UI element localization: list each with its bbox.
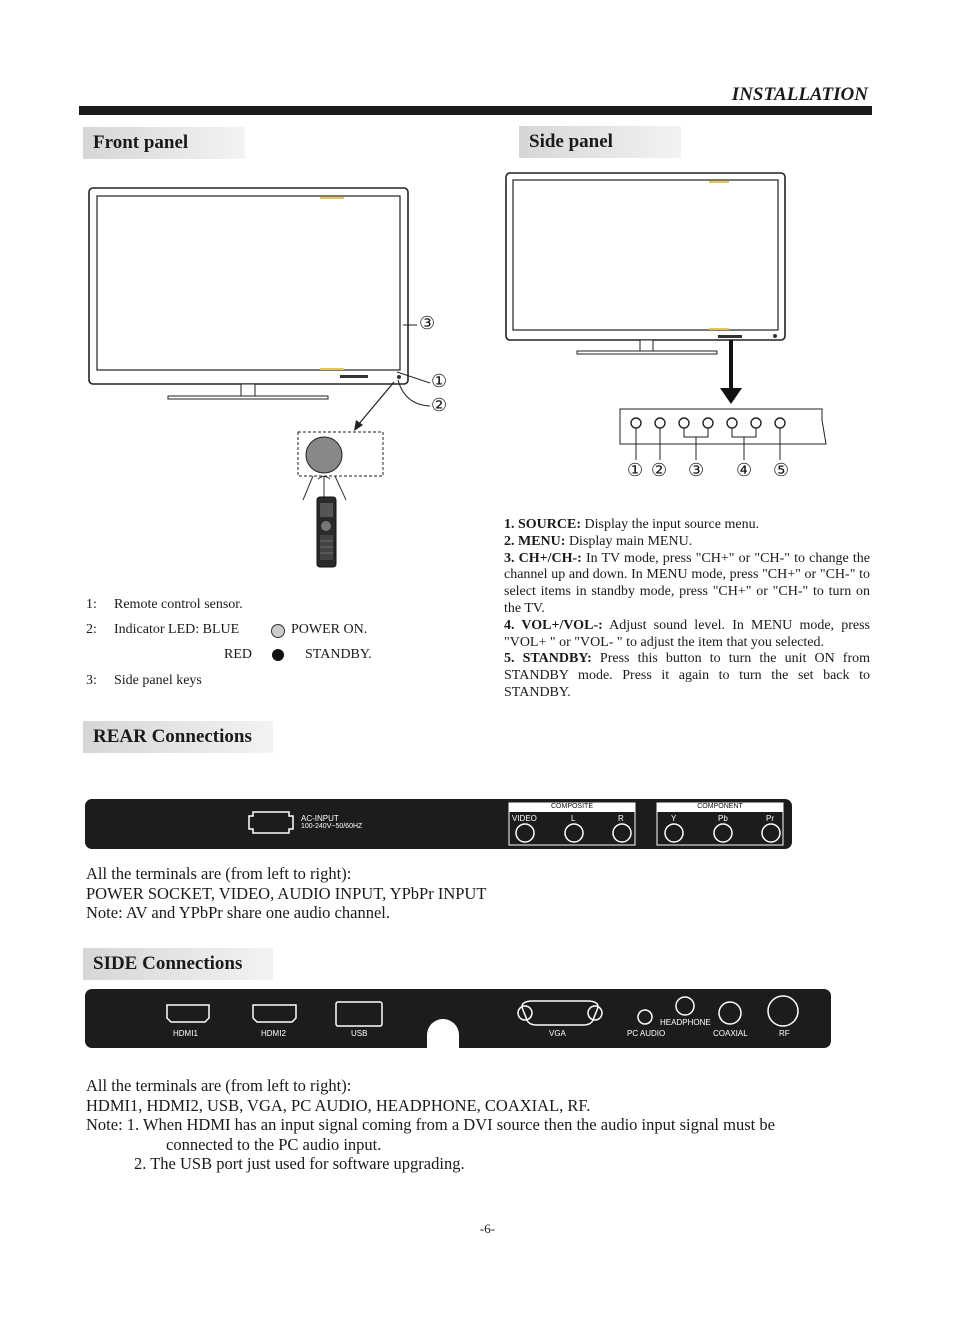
side-connections-title: SIDE Connections xyxy=(83,948,273,980)
desc-volume: 4. VOL+/VOL-: Adjust sound level. In MENU mode, press "VOL+ " or "VOL- " to adjust the item that you selected. xyxy=(504,617,871,650)
vga-label: VGA xyxy=(549,1029,566,1038)
hdmi1-label: HDMI1 xyxy=(173,1029,198,1038)
hdmi2-label: HDMI2 xyxy=(261,1029,286,1038)
side-key-number-2: ② xyxy=(651,460,668,481)
side-key-number-3: ③ xyxy=(688,460,705,481)
front-panel-title: Front panel xyxy=(83,127,245,159)
front-item-2: 2: Indicator LED: BLUE POWER ON. xyxy=(86,622,368,637)
pr-label: Pr xyxy=(766,814,774,823)
panel-notch xyxy=(427,1019,459,1055)
side-panel-title: Side panel xyxy=(519,126,681,158)
front-item-1: 1: Remote control sensor. xyxy=(86,597,243,612)
pc-audio-label: PC AUDIO xyxy=(627,1029,666,1038)
red-led-icon xyxy=(272,649,284,661)
usb-label: USB xyxy=(351,1029,368,1038)
desc-menu: 2. MENU: Display main MENU. xyxy=(504,533,693,549)
rf-label: RF xyxy=(779,1029,790,1038)
desc-channel: 3. CH+/CH-: In TV mode, press "CH+" or "CH-" to change the channel up and down. In MENU mode, press "CH+" or "CH-" to select items in standby mode, press "CH+" or "CH-" to turn on the TV. xyxy=(504,550,870,616)
audio-r-label: R xyxy=(618,814,624,823)
ac-spec-label: 100-240V~50/60HZ xyxy=(301,823,363,830)
page-number: -6- xyxy=(479,1221,496,1236)
headphone-label: HEADPHONE xyxy=(660,1018,711,1027)
ac-input-label: AC-INPUT xyxy=(301,814,339,823)
side-panel-descriptions xyxy=(504,517,870,702)
y-label: Y xyxy=(671,814,677,823)
side-connection-panel xyxy=(85,989,831,1048)
side-key-number-4: ④ xyxy=(736,460,753,481)
side-panel-tv-illustration xyxy=(0,0,954,500)
desc-source: 1. SOURCE: Display the input source menu. xyxy=(504,517,760,532)
callout-2: ② xyxy=(431,395,448,416)
video-label: VIDEO xyxy=(512,814,537,823)
component-label: COMPONENT xyxy=(697,803,743,810)
front-item-2-red: RED STANDBY. xyxy=(224,647,372,662)
rear-connections-title: REAR Connections xyxy=(83,721,273,753)
front-item-3: 3: Side panel keys xyxy=(86,673,202,688)
composite-label: COMPOSITE xyxy=(550,803,593,810)
coaxial-label: COAXIAL xyxy=(713,1029,748,1038)
blue-led-icon xyxy=(271,624,285,638)
side-key-number-5: ⑤ xyxy=(773,460,790,481)
rear-connection-panel xyxy=(85,799,792,849)
rear-connections-text: All the terminals are (from left to right): POWER SOCKET, VIDEO, AUDIO INPUT, YPbPr INPUT Note: AV and YPbPr share one audio channel. xyxy=(86,864,487,922)
desc-standby: 5. STANDBY: Press this button to turn the unit ON from STANDBY mode. Press it again to turn the set back to STANDBY. xyxy=(504,651,870,700)
audio-l-label: L xyxy=(571,814,576,823)
side-key-number-1: ① xyxy=(627,460,644,481)
page-header-title: INSTALLATION xyxy=(731,84,868,105)
pb-label: Pb xyxy=(718,814,728,823)
callout-1: ① xyxy=(431,371,448,392)
callout-3: ③ xyxy=(419,313,436,334)
side-connections-text: All the terminals are (from left to right): HDMI1, HDMI2, USB, VGA, PC AUDIO, HEADPHONE, COAXIAL, RF. Note: 1. When HDMI has an input signal coming from a DVI source then the audio input signal must be connected to the PC audio input. 2. The USB port just used for software upgrading. xyxy=(86,1076,775,1173)
